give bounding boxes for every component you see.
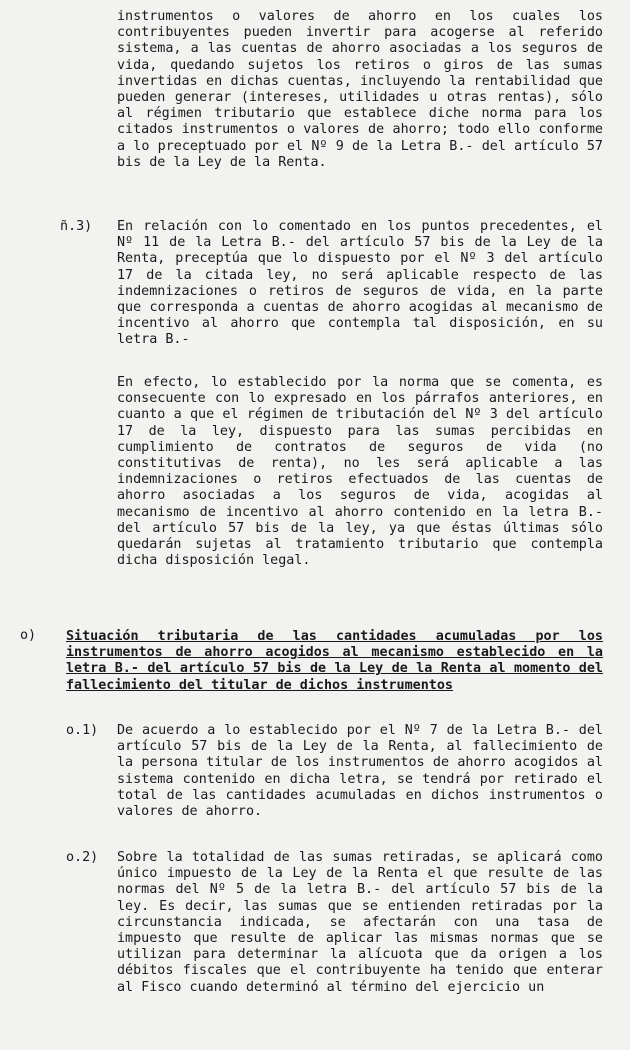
paragraph-n3-2: En efecto, lo establecido por la norma que se comenta, es consecuente con lo expresado en los párrafos anteriores, en cuanto a que el régimen de tributación del Nº 3 del artículo 17 de la ley, dispuesto para las sumas percibidas en cumplimiento de contratos de seguros de vida (no constitutivas de renta), no les será aplicable a las indemnizaciones o retiros efectuados de las cuentas de ahorro asociadas a los seguros de vida, acogidas al mecanismo de incentivo al ahorro contenido en la letra B.- del artículo 57 bis de la ley, ya que éstas últimas sólo quedarán sujetas al tratamiento tributario que contempla dicha disposición legal. — [117, 375, 603, 569]
section-marker-n3: ñ.3) — [60, 219, 93, 234]
section-heading-o: Situación tributaria de las cantidades acumuladas por los instrumentos de ahorro acogidos al mecanismo establecido en la letra B.- del artículo 57 bis de la Ley de la Renta al momento del fallecimiento del titular de dichos instrumentos — [66, 629, 603, 693]
paragraph-n3-1: En relación con lo comentado en los puntos precedentes, el Nº 11 de la Letra B.- del artículo 57 bis de la Ley de la Renta, preceptúa que lo dispuesto por el Nº 3 del artículo 17 de la citada ley, no será aplicable respecto de las indemnizaciones o retiros de seguros de vida, en la parte que corresponda a cuentas de ahorro acogidas al mecanismo de incentivo al ahorro que contempla tal disposición, en su letra B.- — [117, 219, 603, 348]
intro-paragraph: instrumentos o valores de ahorro en los cuales los contribuyentes pueden invertir para acogerse al referido sistema, a las cuentas de ahorro asociadas a los seguros de vida, quedando sujetos los retiros o giros de las sumas invertidas en dichas cuentas, incluyendo la rentabilidad que pueden generar (intereses, utilidades u otras rentas), sólo al régimen tributario que establece diche norma para los citados instrumentos o valores de ahorro; todo ello conforme a lo preceptuado por el Nº 9 de la Letra B.- del artículo 57 bis de la Ley de la Renta. — [117, 9, 603, 170]
section-marker-o2: o.2) — [66, 850, 99, 865]
section-marker-o: o) — [20, 628, 37, 643]
paragraph-o1: De acuerdo a lo establecido por el Nº 7 de la Letra B.- del artículo 57 bis de la Ley de la Renta, al fallecimiento de la persona titular de los instrumentos de ahorro acogidos al sistema contenido en dicha letra, se tendrá por retirado el total de las cantidades acumuladas en dichos instrumentos o valores de ahorro. — [117, 723, 603, 820]
section-marker-o1: o.1) — [66, 723, 99, 738]
paragraph-o2: Sobre la totalidad de las sumas retiradas, se aplicará como único impuesto de la Ley de la Renta el que resulte de las normas del Nº 5 de la letra B.- del artículo 57 bis de la ley. Es decir, las sumas que se entienden retiradas por la circunstancia indicada, se afectarán con una tasa de impuesto que resulte de aplicar las mismas normas que se utilizan para determinar la alícuota que da origen a los débitos fiscales que el contribuyente ha tenido que enterar al Fisco cuando determinó al término del ejercicio un — [117, 850, 603, 995]
